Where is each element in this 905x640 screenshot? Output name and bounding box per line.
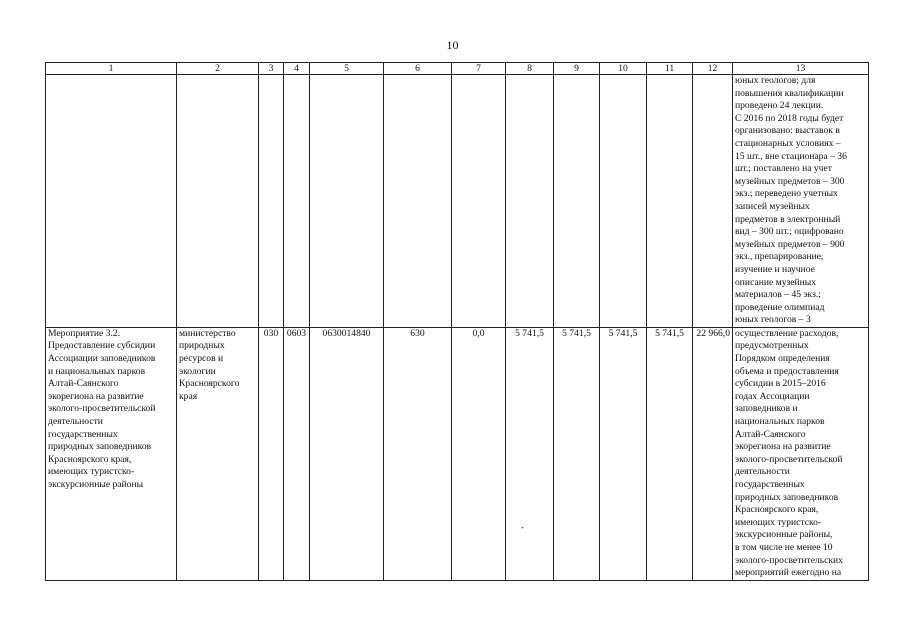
cell-expense-type: 630	[384, 327, 452, 580]
col-header-13: 13	[733, 63, 869, 75]
cell-total	[693, 75, 733, 328]
cell-value-7	[452, 75, 506, 328]
cell-value-9	[554, 75, 600, 328]
table-row-measure-3-2	[46, 327, 869, 580]
cell-value-8	[506, 75, 554, 328]
col-header-7: 7	[452, 63, 506, 75]
cell-measure	[46, 75, 177, 328]
cell-grbs: 030	[259, 327, 284, 580]
col-header-3: 3	[259, 63, 284, 75]
col-header-9: 9	[554, 63, 600, 75]
cell-value-7: 0,0	[452, 327, 506, 580]
col-header-8: 8	[506, 63, 554, 75]
cell-value-10: 5 741,5	[600, 327, 647, 580]
col-header-6: 6	[384, 63, 452, 75]
cell-measure: Мероприятие 3.2. Предоставление субсидии Ассоциации заповедников и национальных парков Алтай-Саянского экорегиона на развитие эколого-просветительской деятельности государственных природных заповедников Красноярского края, имеющих туристско- экскурсионные районы	[46, 327, 177, 580]
page-number: 10	[446, 38, 459, 52]
cell-section: 0603	[284, 327, 310, 580]
cell-target-code: 0630014840	[310, 327, 384, 580]
cell-value-11	[647, 75, 693, 328]
col-header-10: 10	[600, 63, 647, 75]
col-header-12: 12	[693, 63, 733, 75]
cell-target-code	[310, 75, 384, 328]
cell-expense-type	[384, 75, 452, 328]
cell-result: юных геологов; для повышения квалификации проведено 24 лекции. С 2016 по 2018 годы будет организовано: выставок в стационарных условиях – 15 шт., вне стационара – 36 шт.; поставлено на учет музейных предметов – 300 экз.; переведено учетных записей музейных предметов в электронный вид – 300 шт.; оцифровано музейных предметов – 900 экз., препарирование, изучение и научное описание музейных материалов – 45 экз.; проведение олимпиад юных геологов – 3	[733, 75, 869, 328]
col-header-11: 11	[647, 63, 693, 75]
col-header-4: 4	[284, 63, 310, 75]
cell-administrator	[177, 75, 259, 328]
cell-section	[284, 75, 310, 328]
header-row	[46, 63, 869, 75]
col-header-2: 2	[177, 63, 259, 75]
cell-value-10	[600, 75, 647, 328]
cell-administrator: министерство природных ресурсов и экологии Красноярского края	[177, 327, 259, 580]
budget-table	[45, 62, 869, 581]
cell-result: осуществление расходов, предусмотренных Порядком определения объема и предоставления субсидии в 2015–2016 годах Ассоциации заповедников и национальных парков Алтай-Саянского экорегиона на развитие эколого-просветительской деятельности государственных природных заповедников Красноярского края, имеющих туристско- экскурсионные районы, в том числе не менее 10 эколого-просветительских мероприятий ежегодно на	[733, 327, 869, 580]
col-header-1: 1	[46, 63, 177, 75]
col-header-5: 5	[310, 63, 384, 75]
cell-total: 22 966,0	[693, 327, 733, 580]
cell-value-11: 5 741,5	[647, 327, 693, 580]
cell-grbs	[259, 75, 284, 328]
dash-mark: -	[521, 522, 524, 532]
cell-value-8: 5 741,5	[506, 327, 554, 580]
cell-value-9: 5 741,5	[554, 327, 600, 580]
table-row-continuation	[46, 75, 869, 328]
